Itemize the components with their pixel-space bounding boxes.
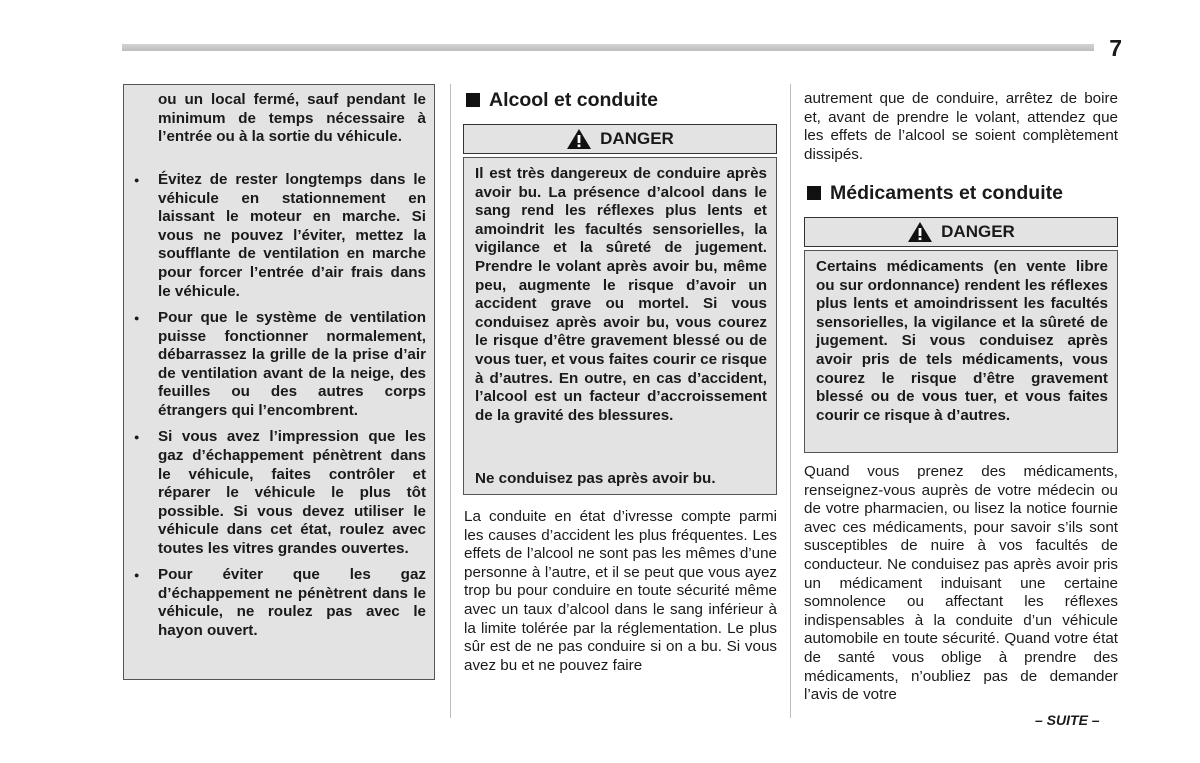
section-heading-alcohol <box>466 88 658 112</box>
danger-box-medication <box>804 250 1118 453</box>
header-bar <box>122 44 1094 51</box>
danger-header-medication <box>804 217 1118 247</box>
page-number: 7 <box>1109 35 1122 61</box>
warning-bullet-item: ● Pour que le système de ventilation puisse fonctionner normalement, débarrassez la grille de la prise d’air de ventilation avant de la neige, des feuilles ou des autres corps étrangers qui l’encombrent. <box>132 309 426 421</box>
warning-bullet-item: ● Pour éviter que les gaz d’échappement ne pénètrent dans le véhicule, ne roulez pas avec le hayon ouvert. <box>132 566 426 640</box>
column-divider-right <box>790 84 791 718</box>
danger-header-alcohol <box>463 124 777 154</box>
warning-bullet-item: ● Si vous avez l’impression que les gaz d’échappement pénètrent dans le véhicule, faites contrôler et réparer le véhicule le plus tôt possible. Si vous devez utiliser le véhicule dans cet état, roulez avec toutes les vitres grandes ouvertes. <box>132 428 426 558</box>
warning-bullet-list <box>132 171 426 648</box>
section-square-icon <box>466 93 480 107</box>
medication-body-text: Quand vous prenez des médicaments, renseignez-vous auprès de votre médecin ou de votre pharmacien, ou lisez la notice fournie avec ces médicaments, pour savoir s’ils sont susceptibles de nuire à vos facultés de conducteur. Ne conduisez pas après avoir pris un médicament induisant une certaine somnolence ou affectant les réflexes indispensables à la conduite d’un véhicule automobile en toute sécurité. Quand votre état de santé vous oblige à prendre des médicaments, n’oubliez pas de demander l’avis de votre <box>804 463 1118 704</box>
warning-triangle-icon <box>907 221 933 243</box>
danger-label: DANGER <box>941 222 1015 241</box>
section-heading-medication-text: Médicaments et conduite <box>830 182 1063 204</box>
danger-box-alcohol <box>463 157 777 495</box>
column-divider-left <box>450 84 451 718</box>
continued-warning-text: ou un local fermé, sauf pendant le minimum de temps nécessaire à l’entrée ou à la sortie du véhicule. <box>158 91 426 146</box>
danger-text-alcohol-final: Ne conduisez pas après avoir bu. <box>475 470 716 487</box>
section-heading-medication <box>807 181 1063 205</box>
warning-bullet-item: ● Évitez de rester longtemps dans le véhicule en stationnement en laissant le moteur en marche. Si vous ne pouvez l’éviter, mettez la soufflante de ventilation en marche pour forcer l’entrée d’air frais dans le véhicule. <box>132 171 426 301</box>
danger-text-alcohol: Il est très dangereux de conduire après avoir bu. La présence d’alcool dans le sang rend les réflexes plus lents et amoindrit les facultés sensorielles, la vigilance et la sûreté de jugement. Prendre le volant après avoir bu, même peu, augmente le risque d’avoir un accident grave ou mortel. Si vous conduisez après avoir bu, vous courez le risque d’être gravement blessé ou de vous tuer, et vous faites courir ce risque à d’autres. En outre, en cas d’accident, l’alcool est un facteur d’accroissement de la gravité des blessures. <box>475 165 767 424</box>
continued-body-text: autrement que de conduire, arrêtez de boire et, avant de prendre le volant, attendez que les effets de l’alcool se soient complètement dissipés. <box>804 90 1118 163</box>
danger-text-medication: Certains médicaments (en vente libre ou sur ordonnance) rendent les réflexes plus lents et amoindrissent les facultés sensorielles, la vigilance et la sûreté de jugement. Si vous conduisez après avoir pris de tels médicaments, vous courez le risque d’être gravement blessé ou de vous tuer, et vous faites courir ce risque à d’autres. <box>816 258 1108 424</box>
warning-continued-box <box>123 84 435 680</box>
section-heading-alcohol-text: Alcool et conduite <box>489 89 659 111</box>
warning-triangle-icon <box>566 128 592 150</box>
alcohol-body-text: La conduite en état d’ivresse compte parmi les causes d’accident les plus fréquentes. Les effets de l’alcool ne sont pas les mêmes d’une personne à l’autre, et il se peut que vous ayez trop bu pour conduire en toute sécurité même avec un taux d’alcool dans le sang inférieur à la limite tolérée par la réglementation. Le plus sûr est de ne pas conduire si on a bu. Si vous avez bu et ne pouvez faire <box>464 508 777 674</box>
continue-label: – SUITE – <box>1035 712 1100 728</box>
section-square-icon <box>807 186 821 200</box>
danger-label: DANGER <box>600 129 674 148</box>
